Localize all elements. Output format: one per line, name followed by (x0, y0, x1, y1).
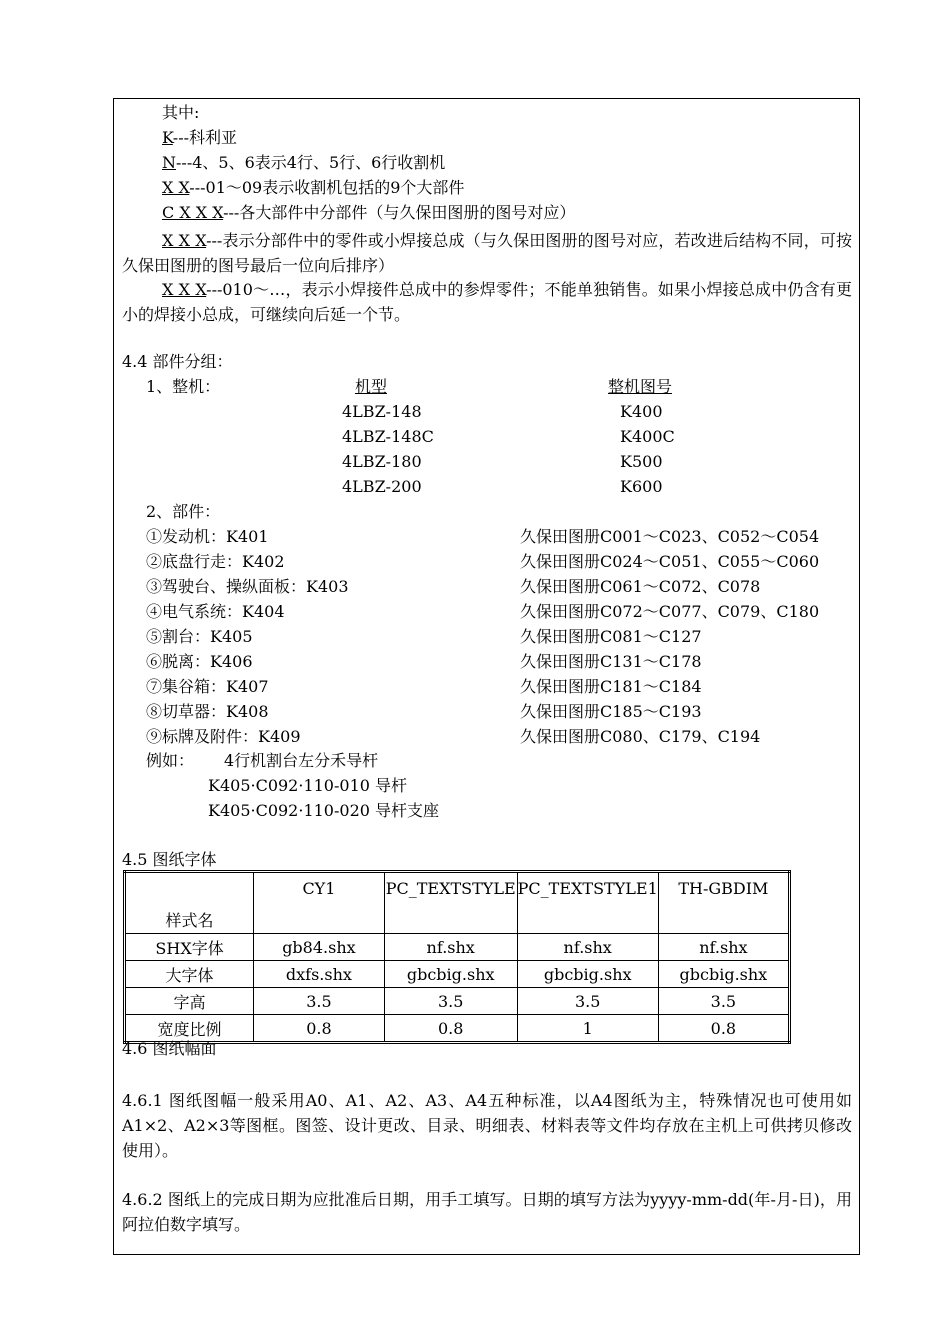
part-name: ⑦集谷箱：K407 (146, 677, 269, 696)
machine-model: 4LBZ-148 (342, 402, 422, 421)
header-cell: TH-GBDIM (658, 872, 789, 934)
part-name: ⑤割台：K405 (146, 627, 253, 646)
table-row (125, 1015, 790, 1043)
table-header-row (125, 872, 790, 934)
row-label: 大字体 (125, 961, 254, 988)
part-reference: 久保田图册C061～C072、C078 (520, 577, 761, 596)
part-name: ⑨标牌及附件：K409 (146, 727, 301, 746)
part-name: ④电气系统：K404 (146, 602, 285, 621)
machine-drawing-no: K600 (620, 477, 663, 496)
paragraph-4-6-2: 4.6.2 图纸上的完成日期为应批准后日期，用手工填写。日期的填写方法为yyyy-mm-dd(年-月-日)，用阿拉伯数字填写。 (122, 1190, 852, 1234)
table-cell: gbcbig.shx (658, 961, 789, 988)
machine-model: 4LBZ-148C (342, 427, 434, 446)
code-desc: ---010～…，表示小焊接件总成中的参焊零件；不能单独销售。如果小焊接总成中仍含有更小的焊接小总成，可继续向后延一个节。 (122, 280, 852, 324)
part-name: ⑥脱离：K406 (146, 652, 253, 671)
row-label: 宽度比例 (125, 1015, 254, 1043)
code: X X X (162, 231, 207, 250)
font-style-table (123, 870, 791, 1044)
code-desc: ---表示分部件中的零件或小焊接总成（与久保田图册的图号对应，若改进后结构不同，可按久保田图册的图号最后一位向后排序） (122, 231, 852, 275)
part-name: ②底盘行走：K402 (146, 552, 285, 571)
table-row (125, 934, 790, 961)
table-cell: gbcbig.shx (517, 961, 658, 988)
intro-label: 其中: (162, 103, 200, 122)
code-para-xxx (122, 228, 852, 278)
part-name: ③驾驶台、操纵面板：K403 (146, 577, 349, 596)
example-label: 例如： (146, 751, 195, 770)
part-reference: 久保田图册C024～C051、C055～C060 (520, 552, 820, 571)
example-line: K405·C092·110-010 导杆 (208, 776, 408, 795)
parts-label: 2、部件： (146, 502, 221, 521)
header-style-name: 样式名 (125, 872, 254, 934)
code-line-n (162, 153, 445, 173)
part-reference: 久保田图册C185～C193 (520, 702, 702, 721)
column-header-drawing: 整机图号 (607, 377, 672, 396)
table-row (125, 961, 790, 988)
table-cell: gbcbig.shx (384, 961, 517, 988)
example-description: 4行机割台左分禾导杆 (224, 751, 379, 770)
code-desc: ---4、5、6表示4行、5行、6行收割机 (176, 153, 446, 172)
table-cell: dxfs.shx (254, 961, 385, 988)
code-desc: ---各大部件中分部件（与久保田图册的图号对应） (223, 203, 576, 222)
code-desc: ---01～09表示收割机包括的9个大部件 (189, 178, 465, 197)
code-line-cxxx (162, 203, 575, 223)
paragraph-4-6-1: 4.6.1 图纸图幅一般采用A0、A1、A2、A3、A4五种标准，以A4图纸为主，特殊情况也可使用如A1×2、A2×3等图框。图签、设计更改、目录、明细表、材料表等文件均存放在主机上可供拷贝修改使用）。 (122, 1091, 852, 1160)
code: X X (162, 178, 190, 197)
section-4-4-heading: 4.4 部件分组： (122, 352, 233, 371)
table-cell: nf.shx (384, 934, 517, 961)
table-cell: nf.shx (658, 934, 789, 961)
table-cell: nf.shx (517, 934, 658, 961)
part-name: ⑧切草器：K408 (146, 702, 269, 721)
code-line-xx (162, 178, 464, 198)
whole-machine-label: 1、整机： (146, 377, 221, 396)
table-cell: 0.8 (658, 1015, 789, 1043)
part-reference: 久保田图册C081～C127 (520, 627, 702, 646)
table-cell: 3.5 (254, 988, 385, 1015)
table-row (125, 988, 790, 1015)
example-line: K405·C092·110-020 导杆支座 (208, 801, 440, 820)
table-cell: 3.5 (658, 988, 789, 1015)
table-cell: 0.8 (254, 1015, 385, 1043)
machine-drawing-no: K400C (620, 427, 675, 446)
column-header-model: 机型 (354, 377, 387, 396)
part-reference: 久保田图册C131～C178 (520, 652, 702, 671)
code: N (162, 153, 176, 172)
part-reference: 久保田图册C072～C077、C079、C180 (520, 602, 820, 621)
part-name: ①发动机：K401 (146, 527, 269, 546)
table-cell: 1 (517, 1015, 658, 1043)
code: C X X X (162, 203, 224, 222)
header-cell: CY1 (254, 872, 385, 934)
part-reference: 久保田图册C181～C184 (520, 677, 702, 696)
table-cell: 3.5 (384, 988, 517, 1015)
row-label: 字高 (125, 988, 254, 1015)
machine-model: 4LBZ-200 (342, 477, 422, 496)
machine-model: 4LBZ-180 (342, 452, 422, 471)
machine-drawing-no: K500 (620, 452, 663, 471)
code-para-xxx-2 (122, 277, 852, 327)
code-line-k (162, 128, 237, 148)
table-cell: 3.5 (517, 988, 658, 1015)
code: X X X (162, 280, 207, 299)
machine-drawing-no: K400 (620, 402, 663, 421)
code: K (162, 128, 173, 147)
section-4-5-heading: 4.5 图纸字体 (122, 850, 217, 869)
code-desc: ---科利亚 (172, 128, 238, 147)
section-4-6-heading: 4.6 图纸幅面 (122, 1039, 217, 1058)
part-reference: 久保田图册C001～C023、C052～C054 (520, 527, 820, 546)
row-label: SHX字体 (125, 934, 254, 961)
part-reference: 久保田图册C080、C179、C194 (520, 727, 761, 746)
table-cell: gb84.shx (254, 934, 385, 961)
header-cell: PC_TEXTSTYLE1 (517, 872, 658, 934)
table-cell: 0.8 (384, 1015, 517, 1043)
header-cell: PC_TEXTSTYLE (384, 872, 517, 934)
